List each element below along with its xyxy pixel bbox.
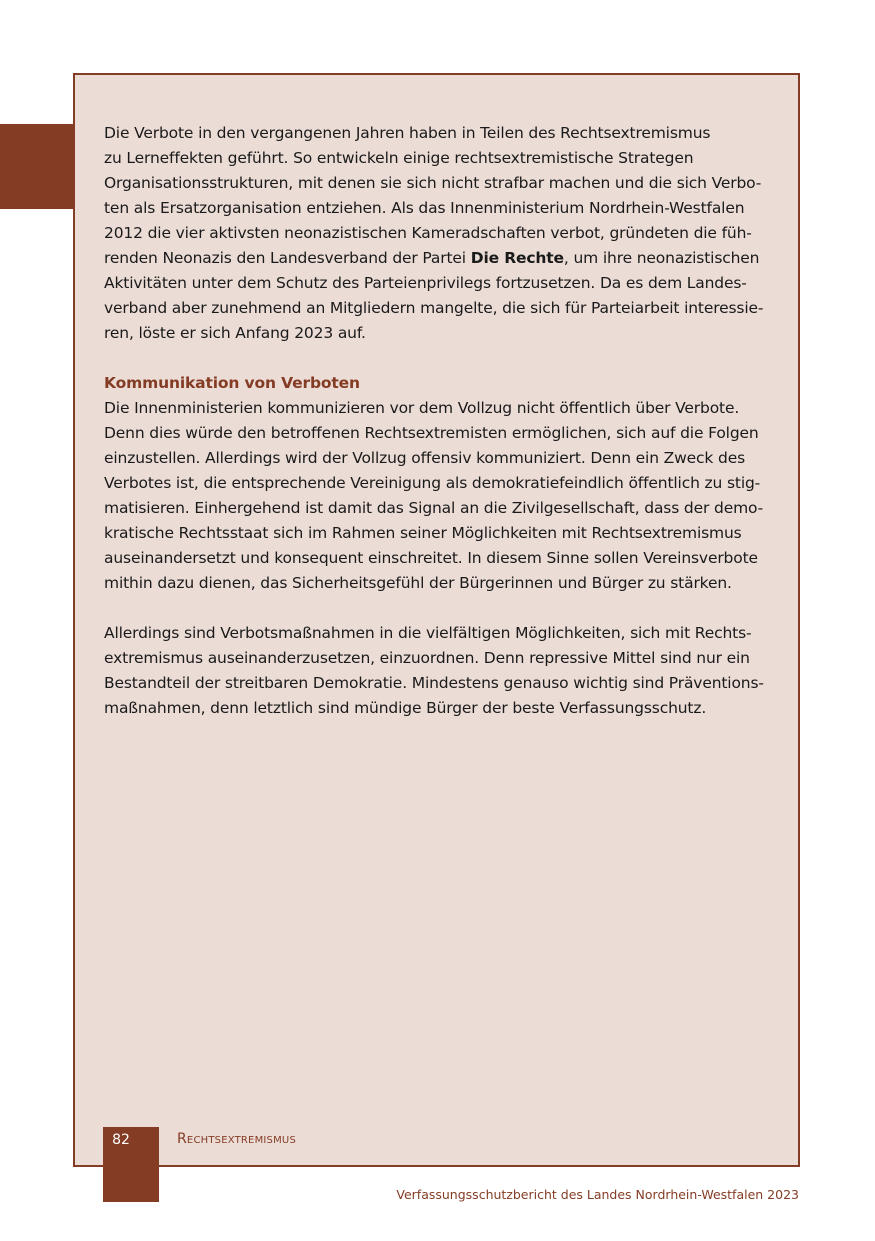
text-line: extremismus auseinanderzusetzen, einzuordnen. Denn repressive Mittel sind nur ein (104, 649, 750, 667)
text-line: Die Verbote in den vergangenen Jahren haben in Teilen des Rechtsextremismus (104, 124, 711, 142)
paragraph-praevention (104, 621, 774, 721)
section-kommunikation-von-verboten (104, 371, 774, 596)
text-line: einzustellen. Allerdings wird der Vollzug offensiv kommuniziert. Denn ein Zweck des (104, 449, 746, 467)
text-line: matisieren. Einhergehend ist damit das Signal an die Zivilgesellschaft, dass der demo- (104, 499, 764, 517)
text-line: ten als Ersatzorganisation entziehen. Als das Innenministerium Nordrhein-Westfalen (104, 199, 745, 217)
text-line: 2012 die vier aktivsten neonazistischen Kameradschaften verbot, gründeten die füh- (104, 224, 752, 242)
text-segment: renden Neonazis den Landesverband der Partei (104, 249, 471, 267)
text-line: auseinandersetzt und konsequent einschreitet. In diesem Sinne sollen Vereinsverbote (104, 549, 758, 567)
page-number-box (103, 1127, 159, 1202)
main-content (104, 121, 774, 721)
text-line: ren, löste er sich Anfang 2023 auf. (104, 324, 366, 342)
text-line: Aktivitäten unter dem Schutz des Parteienprivilegs fortzusetzen. Da es dem Landes- (104, 274, 747, 292)
text-line: Verbotes ist, die entsprechende Vereinigung als demokratiefeindlich öffentlich zu stig- (104, 474, 761, 492)
text-line: Die Innenministerien kommunizieren vor dem Vollzug nicht öffentlich über Verbote. (104, 399, 740, 417)
page-number: 82 (112, 1132, 130, 1148)
paragraph-verbote-lerneffekte (104, 121, 774, 346)
text-line: maßnahmen, denn letztlich sind mündige Bürger der beste Verfassungsschutz. (104, 699, 707, 717)
text-line: kratische Rechtsstaat sich im Rahmen seiner Möglichkeiten mit Rechtsextremismus (104, 524, 742, 542)
text-line-with-party-name (104, 246, 774, 271)
section-label: Rechtsextremismus (177, 1131, 296, 1147)
section-heading: Kommunikation von Verboten (104, 374, 360, 392)
text-line: Denn dies würde den betroffenen Rechtsextremisten ermöglichen, sich auf die Folgen (104, 424, 759, 442)
text-line: Organisationsstrukturen, mit denen sie sich nicht strafbar machen und die sich Verbo- (104, 174, 762, 192)
party-name-die-rechte: Die Rechte (470, 249, 564, 267)
text-segment: , um ihre neonazistischen (563, 249, 760, 267)
side-tab-marker (0, 124, 74, 209)
text-line: verband aber zunehmend an Mitgliedern mangelte, die sich für Parteiarbeit interessie- (104, 299, 764, 317)
text-line: mithin dazu dienen, das Sicherheitsgefühl der Bürgerinnen und Bürger zu stärken. (104, 574, 732, 592)
publication-footer: Verfassungsschutzbericht des Landes Nordrhein-Westfalen 2023 (396, 1187, 799, 1202)
text-line: Allerdings sind Verbotsmaßnahmen in die vielfältigen Möglichkeiten, sich mit Rechts- (104, 624, 752, 642)
text-line: Bestandteil der streitbaren Demokratie. Mindestens genauso wichtig sind Präventions- (104, 674, 764, 692)
text-line: zu Lerneffekten geführt. So entwickeln einige rechtsextremistische Strategen (104, 149, 694, 167)
